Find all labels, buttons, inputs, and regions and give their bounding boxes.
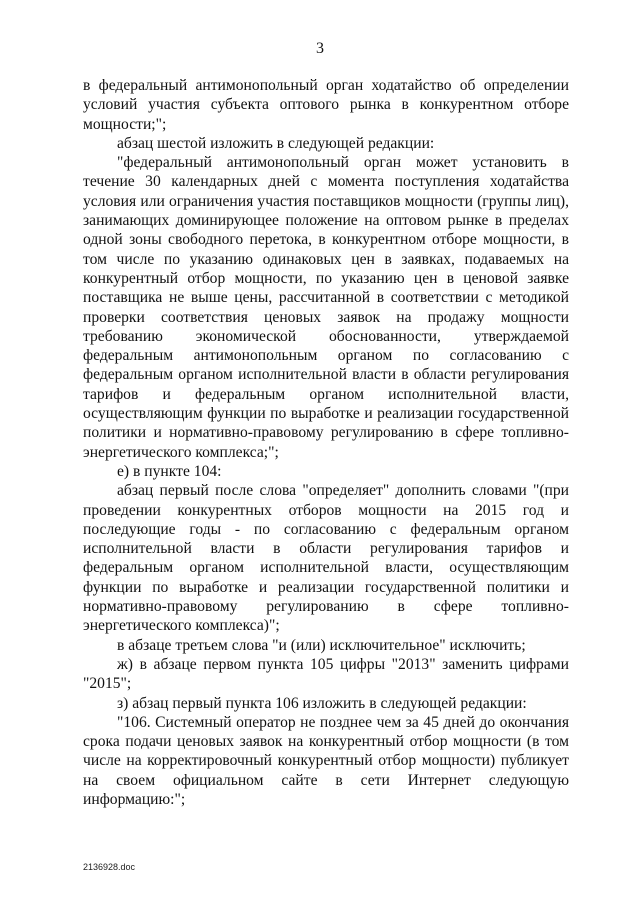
paragraph-5: абзац первый после слова "определяет" дополнить словами "(при проведении конкурентных отборов мощности на 2015 год и последующие годы - по согласованию с федеральным органом исполнительной власти в области регулирования тарифов и федеральным органом исполнительной власти, осуществляющим функции по выработке и реализации государственной политики и нормативно-правовому регулированию в сфере топливно-энергетического комплекса)"; <box>83 482 569 635</box>
footer-filename: 2136928.doc <box>83 862 136 872</box>
paragraph-9: "106. Системный оператор не позднее чем за 45 дней до окончания срока подачи ценовых заявок на конкурентный отбор мощности (в том числе на корректировочный конкурентный отбор мощности) публикует на своем официальном сайте в сети Интернет следующую информацию:"; <box>83 713 569 808</box>
paragraph-4: е) в пункте 104: <box>117 462 222 480</box>
paragraph-2: абзац шестой изложить в следующей редакции: <box>117 134 435 152</box>
document-body <box>83 76 569 809</box>
paragraph-8: з) абзац первый пункта 106 изложить в следующей редакции: <box>117 694 527 712</box>
paragraph-1: в федеральный антимонопольный орган ходатайство об определении условий участия субъекта оптового рынка в конкурентном отборе мощности;"; <box>83 77 569 133</box>
page-number: 3 <box>316 40 324 57</box>
paragraph-3: "федеральный антимонопольный орган может установить в течение 30 календарных дней с момента поступления ходатайства условия или ограничения участия поставщиков мощности (группы лиц), занимающих доминирующее положение на оптовом рынке в пределах одной зоны свободного перетока, в конкурентном отборе мощности, в том числе по указанию одинаковых цен в заявках, подаваемых на конкурентный отбор мощности, по указанию цен в ценовой заявке поставщика не выше цены, рассчитанной в соответствии с методикой проверки соответствия ценовых заявок на продажу мощности требованию экономической обоснованности, утверждаемой федеральным антимонопольным органом по согласованию с федеральным органом исполнительной власти в области регулирования тарифов и федеральным органом исполнительной власти, осуществляющим функции по выработке и реализации государственной политики и нормативно-правовому регулированию в сфере топливно-энергетического комплекса;"; <box>83 154 569 461</box>
paragraph-7: ж) в абзаце первом пункта 105 цифры "2013" заменить цифрами "2015"; <box>83 655 569 693</box>
paragraph-6: в абзаце третьем слова "и (или) исключительное" исключить; <box>117 636 526 654</box>
